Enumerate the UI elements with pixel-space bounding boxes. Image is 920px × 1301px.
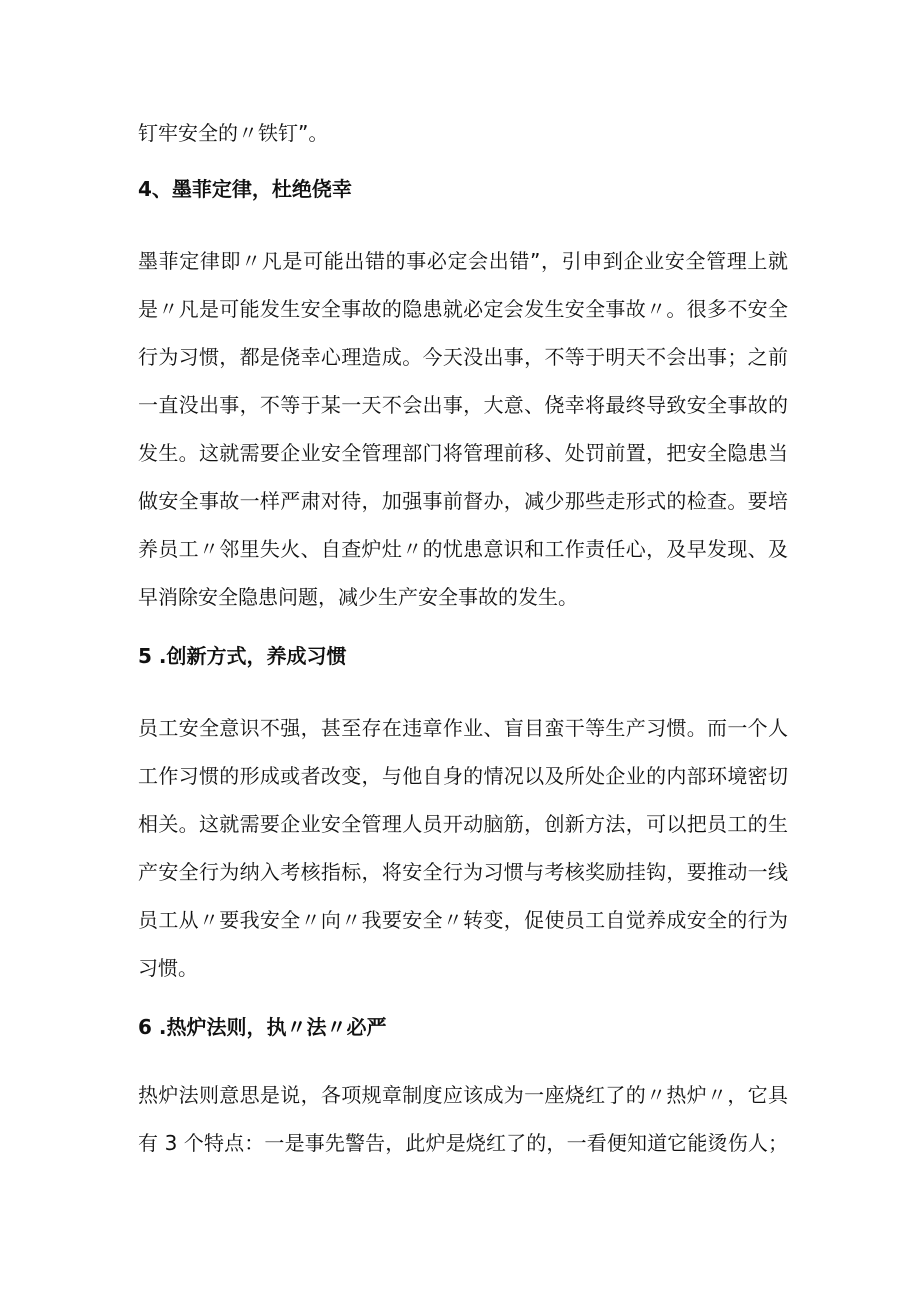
section-4-heading: 4、墨菲定律，杜绝侥幸 [138,177,352,201]
paragraph-line: 发生。这就需要企业安全管理部门将管理前移、处罚前置，把安全隐患当 [138,441,788,465]
paragraph-line: 相关。这就需要企业安全管理人员开动脑筋，创新方法，可以把员工的生 [138,812,788,836]
paragraph-line: 热炉法则意思是说，各项规章制度应该成为一座烧红了的〃热炉〃，它具 [138,1083,788,1107]
paragraph-line: 行为习惯，都是侥幸心理造成。今天没出事，不等于明天不会出事；之前 [138,345,788,369]
paragraph-line: 员工从〃要我安全〃向〃我要安全〃转变，促使员工自觉养成安全的行为 [138,908,788,932]
paragraph-line: 产安全行为纳入考核指标，将安全行为习惯与考核奖励挂钩，要推动一线 [138,860,788,884]
paragraph-line: 墨菲定律即〃凡是可能出错的事必定会出错”，引申到企业安全管理上就 [138,249,788,273]
paragraph-line: 做安全事故一样严肃对待，加强事前督办，减少那些走形式的检查。要培 [138,489,788,513]
paragraph-line: 有 3 个特点：一是事先警告，此炉是烧红了的，一看便知道它能烫伤人； [138,1131,788,1155]
section-5-heading: 5 .创新方式，养成习惯 [138,644,347,668]
paragraph-line: 一直没出事，不等于某一天不会出事，大意、侥幸将最终导致安全事故的 [138,393,788,417]
paragraph-line: 员工安全意识不强，甚至存在违章作业、盲目蛮干等生产习惯。而一个人 [138,716,788,740]
paragraph-line: 养员工〃邻里失火、自查炉灶〃的忧患意识和工作责任心，及早发现、及 [138,537,788,561]
paragraph-line: 工作习惯的形成或者改变，与他自身的情况以及所处企业的内部环境密切 [138,764,788,788]
paragraph-line: 早消除安全隐患问题，减少生产安全事故的发生。 [138,585,578,609]
intro-line: 钉牢安全的〃铁钉”。 [138,121,329,145]
section-6-heading: 6 .热炉法则，执〃法〃必严 [138,1015,387,1039]
paragraph-line: 习惯。 [138,956,198,980]
paragraph-line: 是〃凡是可能发生安全事故的隐患就必定会发生安全事故〃。很多不安全 [138,297,788,321]
